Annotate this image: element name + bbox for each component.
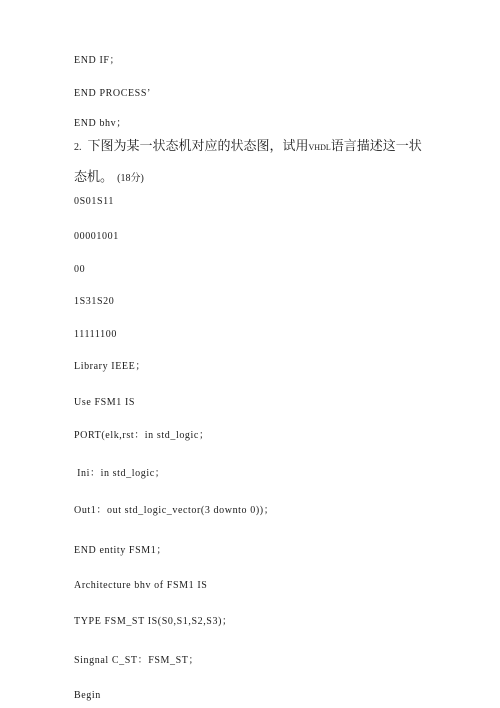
question-number: 2. — [74, 142, 82, 153]
code-line-signal: Singnal C_ST：FSM_ST； — [74, 655, 200, 666]
code-line-end-if: END IF； — [74, 55, 121, 66]
code-line-use: Use FSM1 IS — [74, 397, 136, 408]
question-line2-text: 态机。 — [74, 170, 114, 185]
question-line-1 — [74, 139, 422, 156]
code-line-port: PORT(elk,rst：in std_logic； — [74, 430, 210, 441]
code-line-end-process: END PROCESS’ — [74, 88, 151, 99]
code-line-out1: Out1：out std_logic_vector(3 downto 0))； — [74, 505, 275, 516]
code-line-library: Library IEEE； — [74, 361, 146, 372]
question-line-2 — [74, 170, 144, 187]
state-row-5: 11111100 — [74, 329, 117, 340]
code-line-begin: Begin — [74, 690, 101, 701]
state-row-4: 1S31S20 — [74, 296, 115, 307]
question-points: (18分) — [117, 173, 144, 184]
question-vhdl: VHDL — [308, 143, 331, 152]
question-text-after: 语言描述这一状 — [330, 139, 422, 154]
code-line-end-entity: END entity FSM1； — [74, 545, 167, 556]
question-text-before: 下图为某一状态机对应的状态图，试用 — [87, 139, 309, 154]
state-row-2: 00001001 — [74, 231, 119, 242]
state-row-3: 00 — [74, 264, 86, 275]
code-line-end-bhv: END bhv； — [74, 118, 127, 129]
code-line-architecture: Architecture bhv of FSM1 IS — [74, 580, 208, 591]
state-row-1: 0S01S11 — [74, 196, 114, 207]
code-line-type: TYPE FSM_ST IS(S0,S1,S2,S3)； — [74, 616, 233, 627]
code-line-ini: Ini：in std_logic； — [74, 468, 166, 479]
